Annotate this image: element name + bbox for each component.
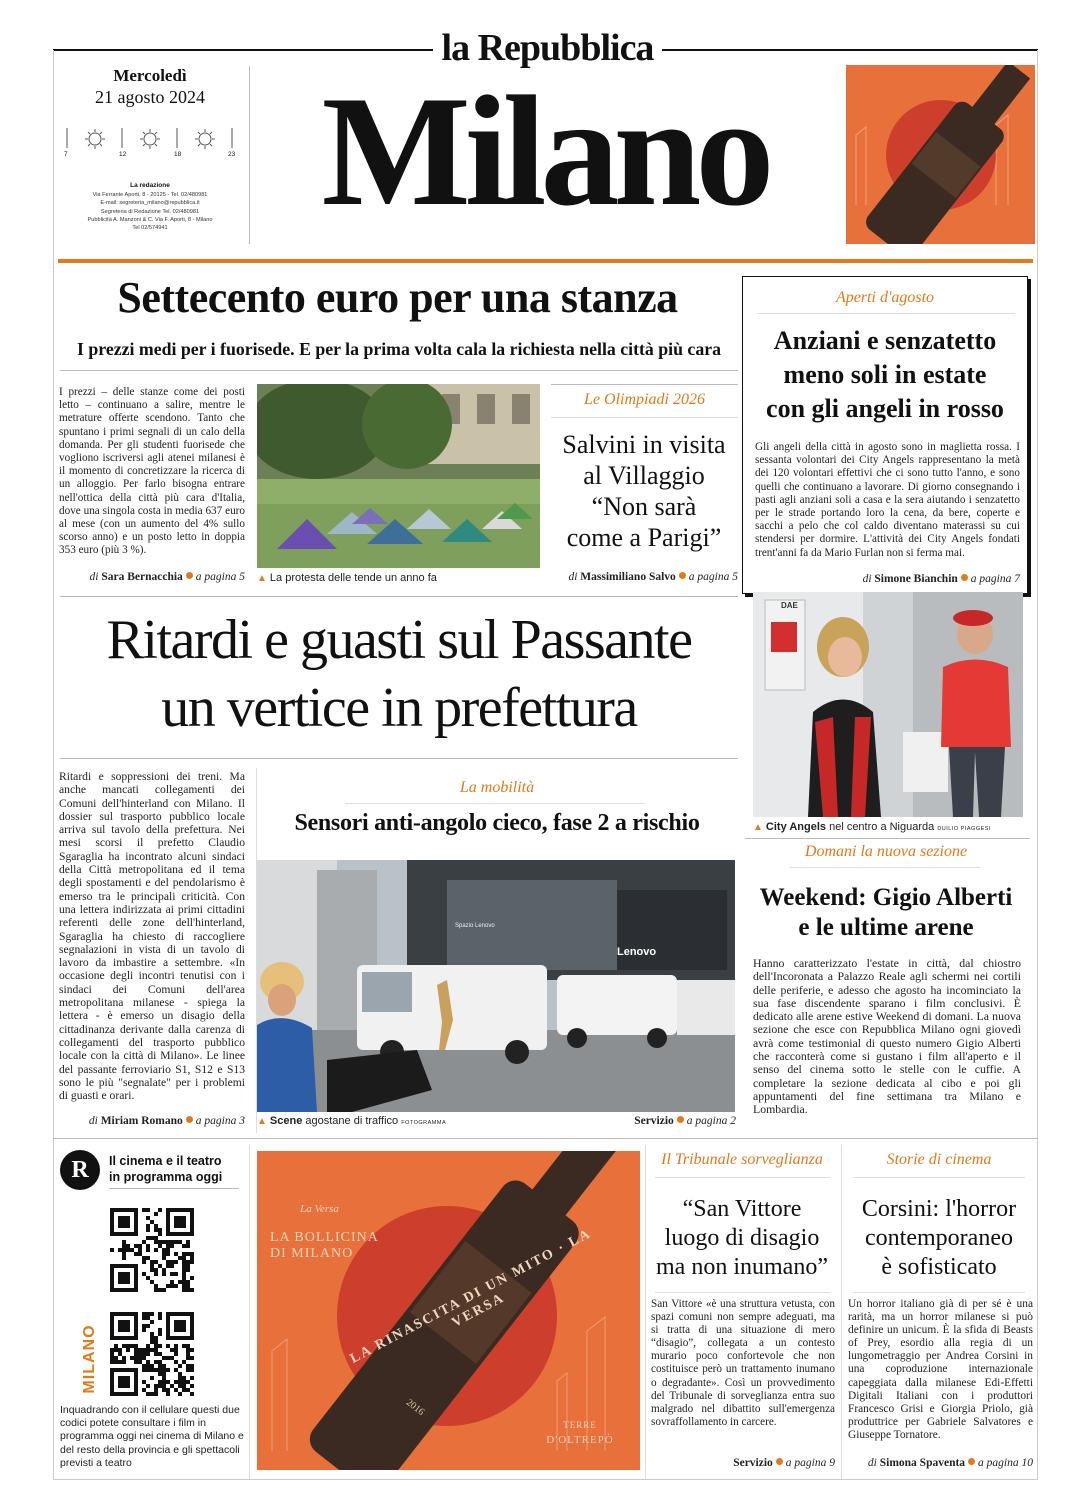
repubblica-logo-icon: R (60, 1150, 100, 1190)
mobilita-kicker: La mobilità (459, 779, 535, 796)
byline-prefix: di (862, 573, 872, 585)
caption-text: agostane di traffico (305, 1115, 399, 1127)
promo-text: Inquadrando con il cellulare questi due codici potete consultare i film in programma oggi nei cinema di Milano e del resto della provincia e gli spettacoli previsti a teatro (60, 1404, 244, 1469)
caption-bold: Scene (269, 1115, 303, 1127)
traffic-art (257, 860, 735, 1112)
byline-author: Sara Bernacchia (101, 571, 183, 583)
tribunale-rule-2 (655, 1292, 830, 1293)
headline-line: un vertice in prefettura (161, 677, 637, 739)
accent-bar (58, 259, 1033, 263)
page-left-border (53, 50, 54, 1480)
olimpiadi-rule-2 (551, 417, 738, 418)
tents-caption-text: La protesta delle tende un anno fa (269, 572, 437, 584)
headline-line: ma non inumano” (656, 1254, 828, 1280)
ad-bottom-line2: D'OLTREPÒ (546, 1434, 614, 1446)
olimpiadi-rule (551, 384, 738, 385)
cinema-rule-2 (853, 1292, 1025, 1293)
ad-thumb-art (846, 65, 1035, 244)
caption-text: nel centro a Niguarda (829, 821, 935, 833)
olimpiadi-headline[interactable] (548, 429, 740, 553)
byline-prefix: di (89, 571, 99, 583)
brand-logo: la Repubblica (441, 27, 654, 69)
byline-author: Massimiliano Salvo (580, 571, 676, 583)
tents-photo-art (257, 384, 540, 568)
headline-line: contemporaneo (865, 1225, 1013, 1251)
dae-sign: DAE (781, 601, 798, 610)
hour-3: 23 (228, 151, 236, 158)
byline-service: Servizio (733, 1457, 773, 1469)
sun-icon (85, 129, 105, 149)
caption-bold: City Angels (765, 821, 827, 833)
city-angels-art (753, 592, 1023, 817)
redazione-info (60, 191, 240, 232)
masthead-rule-right (662, 49, 1038, 51)
bullet-icon (186, 572, 193, 579)
headline-line: Weekend: Gigio Alberti (759, 884, 1013, 911)
ad-line1: LA BOLLICINA (270, 1230, 379, 1245)
cinema-body: Un horror italiano già di per sé è una rarità, ma un horror milanese si può definire un unicum. È la sfida di Beasts of Prey, esordio alla regia di un lungometraggio per Andrea Corsini in una coproduzione internazionale capeggiata dalla milanese Edi-Effetti Digitali Italiani con i produttori Francesco Grisi e Giorgia Priolo, già produttrice per Gabriele Salvatores e Giuseppe Tornatore. (848, 1298, 1033, 1441)
milano-vertical-label: MILANO (81, 1324, 98, 1394)
byline-prefix: di (88, 1115, 98, 1127)
cinema-kicker: Storie di cinema (886, 1151, 992, 1168)
hour-2: 18 (174, 151, 182, 158)
agosto-rule (757, 313, 1015, 314)
weekend-headline[interactable] (745, 883, 1027, 943)
traffic-photo (257, 860, 735, 1112)
lead-subhead: I prezzi medi per i fuorisede. E per la prima volta cala la richiesta nella città più cara (77, 339, 721, 359)
ad-arc-text: LA RINASCITA DI UN MITO · LA VERSA (347, 1226, 595, 1367)
byline-author: Miriam Romano (100, 1115, 183, 1127)
bullet-icon (186, 1116, 193, 1123)
city-title: Milano (321, 64, 769, 239)
byline-prefix: di (867, 1457, 877, 1469)
cinema-headline[interactable] (843, 1195, 1035, 1282)
headline-line: Salvini in visita (562, 430, 726, 459)
ad-thumbnail[interactable] (846, 65, 1035, 244)
lenovo-sign: Lenovo (617, 946, 657, 958)
triangle-icon: ▲ (753, 822, 763, 833)
agosto-body: Gli angeli della città in agosto sono in maglietta rossa. I sessanta volontari dei City Angels rappresentano la metà dei 120 volontari effettivi che ci sono tutto l'anno, e sono quelli che continuano a lavorare. Di giorno consegnando i pasti agli anziani soli a casa e la sera aiutando i senzatetto per le strade portando loro la cena, da bere, coperte e sacchi a pelo che col caldo diventano materassi su cui stendersi per dormire. L'attività dei City Angels fondati trent'anni fa da Mario Furlan non si ferma mai. (755, 441, 1020, 559)
city-angels-caption (753, 821, 1025, 833)
issue-date: 21 agosto 2024 (95, 87, 205, 107)
tents-photo (257, 384, 540, 568)
qr-code-teatro[interactable] (110, 1312, 194, 1396)
headline-line: meno soli in estate (783, 360, 987, 389)
lead-body: I prezzi – delle stanze come dei posti letto – continuano a salire, mentre le metrature offerte scendono. Tanto che spuntano i primi segnali di un calo della domanda. Per gli studenti fuorisede che vogliono iscriversi agli atenei milanesi è il momento di concretizzare la ricerca di un alloggio. Per farlo bisogna entrare nell'ottica della città più cara d'Italia, dove una singola costa in media 637 euro al mese (con un aumento del 4% sullo scorso anno) e un posto letto in doppia 353 euro (più 3 %). (59, 386, 245, 557)
byline-page[interactable]: a pagina 5 (195, 571, 245, 583)
promo-title-line: Il cinema e il teatro (109, 1154, 222, 1168)
bullet-icon (679, 572, 686, 579)
promo-divider (249, 1145, 250, 1480)
headline-line: e le ultime arene (798, 914, 974, 941)
passante-rule-2 (60, 758, 738, 759)
city-angels-photo (753, 592, 1023, 817)
byline-author: Simona Spaventa (879, 1457, 966, 1469)
hour-1: 12 (119, 151, 127, 158)
headline-line: come a Parigi” (566, 523, 722, 552)
bullet-icon (961, 574, 968, 581)
ad-bottom-line1: TERRE (563, 1420, 597, 1430)
byline-service: Servizio (634, 1115, 674, 1127)
cinema-byline (848, 1457, 1033, 1469)
byline-page[interactable]: a pagina 7 (970, 573, 1020, 585)
weekend-rule (745, 838, 1030, 839)
redazione-line: Pubblicità A. Manzoni & C. Via F. Aporti, 8 - Milano (87, 216, 213, 223)
byline-author: Simone Bianchin (874, 573, 958, 585)
mobilita-headline[interactable]: Sensori anti-angolo cieco, fase 2 a rischio (294, 810, 700, 836)
promo-rule (109, 1188, 239, 1189)
bullet-icon (677, 1116, 684, 1123)
sun-icon (195, 129, 215, 149)
hour-0: 7 (64, 151, 68, 158)
redazione-line: Tel 02/574941 (132, 225, 168, 232)
tribunale-kicker: Il Tribunale sorveglianza (661, 1151, 823, 1168)
headline-line: Ritardi e guasti sul Passante (106, 609, 692, 671)
ad-brand: La Versa (300, 1203, 339, 1215)
passante-rule (60, 596, 738, 597)
ad-vintage: 2016 (403, 1397, 427, 1418)
agosto-kicker: Aperti d'agosto (835, 289, 935, 306)
mobilita-rule (345, 803, 645, 804)
photo-credit: FOTOGRAMMA (401, 1120, 447, 1126)
weekend-body: Hanno caratterizzato l'estate in città, dal chiostro dell'Incoronata a Palazzo Reale agli schermi nei cortili delle periferie, e adesso che agosto ha incominciato la sua fase discendente sparano i film conclusivi. È dedicato alle arene estive Weekend di domani. La nuova sezione che esce con Repubblica Milano ogni giovedì avrà come testimonial di questo numero Gigio Alberti che racconterà come si gustano i film all'aperto e il senso del cinema sotto le stelle con le cuffie. A completare la sezione dedicata al cibo e poi gli appuntamenti del fine settimana tra Milano e Lombardia. (753, 957, 1021, 1117)
triangle-icon: ▲ (257, 573, 267, 584)
passante-headline[interactable] (60, 606, 738, 742)
byline-page[interactable]: a pagina 3 (195, 1115, 245, 1127)
byline-page[interactable]: a pagina 10 (978, 1457, 1033, 1469)
page-right-border (1037, 50, 1038, 1480)
traffic-caption (257, 1115, 557, 1127)
weekend-rule-2 (790, 867, 980, 868)
headline-line: Corsini: l'horror (861, 1196, 1017, 1222)
redazione-line: Via Ferrante Aporti, 8 - 20125 - Tel. 02/480981 (92, 192, 208, 198)
masthead-rule-left (53, 49, 433, 51)
qr-pattern (110, 1312, 194, 1396)
headline-line: con gli angeli in rosso (766, 394, 1004, 423)
ad-line2: DI MILANO (270, 1246, 354, 1261)
headline-line: è sofisticato (881, 1254, 997, 1280)
lead-rule (60, 370, 738, 371)
photo-credit: DUILIO PIAGGESI (937, 826, 991, 832)
redazione-title: La redazione (130, 182, 170, 189)
tribunale-headline[interactable] (647, 1195, 837, 1282)
headline-line: “Non sarà (591, 492, 697, 521)
olimpiadi-byline (548, 571, 738, 583)
olimpiadi-kicker: Le Olimpiadi 2026 (584, 391, 705, 408)
bottom-rule (53, 1138, 1038, 1139)
byline-prefix: di (568, 571, 578, 583)
tribunale-body: San Vittore «è una struttura vetusta, con spazi comuni non sempre adeguati, ma si tratta di una situazione di mero “disagio”, collegata a un contesto murario poco confortevole che non costituisce però un trattamento inumano o degradante». Così un provvedimento del Tribunale di sorveglianza entra suo malgrado nel dibattito sull'emergenza sovraffollamento in carcere. (651, 1298, 835, 1428)
triangle-icon: ▲ (257, 1116, 267, 1127)
page-bottom-border (53, 1479, 1038, 1480)
agosto-byline (755, 573, 1020, 585)
headline-line: Anziani e senzatetto (773, 326, 997, 355)
spazio-sign: Spazio Lenovo (455, 923, 495, 929)
byline-page[interactable]: a pagina 9 (785, 1457, 835, 1469)
mobilita-byline (540, 1115, 736, 1127)
qr-pattern (110, 1208, 194, 1292)
sun-icon (140, 129, 160, 149)
tribunale-byline (651, 1457, 835, 1469)
qr-code-cinema[interactable] (110, 1208, 194, 1292)
tribunale-rule (655, 1177, 830, 1178)
headline-line: al Villaggio (583, 461, 705, 490)
promo-title (109, 1153, 249, 1185)
masthead-divider (249, 66, 250, 244)
issue-day: Mercoledì (113, 66, 187, 85)
passante-byline (59, 1115, 245, 1127)
lead-byline (59, 571, 245, 583)
promo-title-line: in programma oggi (109, 1170, 223, 1184)
column-divider (645, 1145, 646, 1480)
column-divider (841, 1145, 842, 1480)
byline-page[interactable]: a pagina 2 (686, 1115, 736, 1127)
redazione-line: Segreteria di Redazione Tel. 02/480981 (100, 208, 200, 215)
bullet-icon (776, 1458, 783, 1465)
headline-line: luogo di disagio (664, 1225, 820, 1251)
weather-svg (62, 124, 242, 160)
tents-caption (257, 572, 540, 584)
byline-page[interactable]: a pagina 5 (688, 571, 738, 583)
redazione-line: E-mail: segreteria_milano@repubblica.it (100, 200, 200, 207)
weekend-kicker: Domani la nuova sezione (804, 843, 968, 860)
agosto-headline[interactable] (745, 324, 1025, 426)
passante-body: Ritardi e soppressioni dei treni. Ma anche mancati collegamenti dei Comuni dell'hinterland con Milano. Il dossier sul trasporto pubblico locale arriva sul tavolo della prefettura. Nei mesi scorsi il prefetto Claudio Sgaraglia ha incontrato alcuni sindaci della Città metropolitana ed il tema degli spostamenti e del pendolarismo è emerso tra le principali criticità. Con una lettera indirizzata ai primi cittadini referenti delle zone dell'hinterland, Sgaraglia ha chiesto di raccogliere segnalazioni in vista di un tavolo di lavoro da imbastire a settembre. «In occasione degli incontri tenutisi con i sindaci dei Comuni dell'area metropolitana milanese - spiega la lettera - è emerso un disagio della cittadinanza derivante dalla carenza di collegamenti del trasporto pubblico locale con la città di Milano». Le linee del passante ferroviario S1, S12 e S13 sono le più "segnalate" per i problemi di guasti e orari. (59, 770, 245, 1103)
cinema-rule (853, 1177, 1025, 1178)
weather-strip (62, 124, 242, 160)
lead-headline[interactable]: Settecento euro per una stanza (117, 273, 678, 322)
headline-line: “San Vittore (682, 1196, 802, 1222)
bullet-icon (968, 1458, 975, 1465)
